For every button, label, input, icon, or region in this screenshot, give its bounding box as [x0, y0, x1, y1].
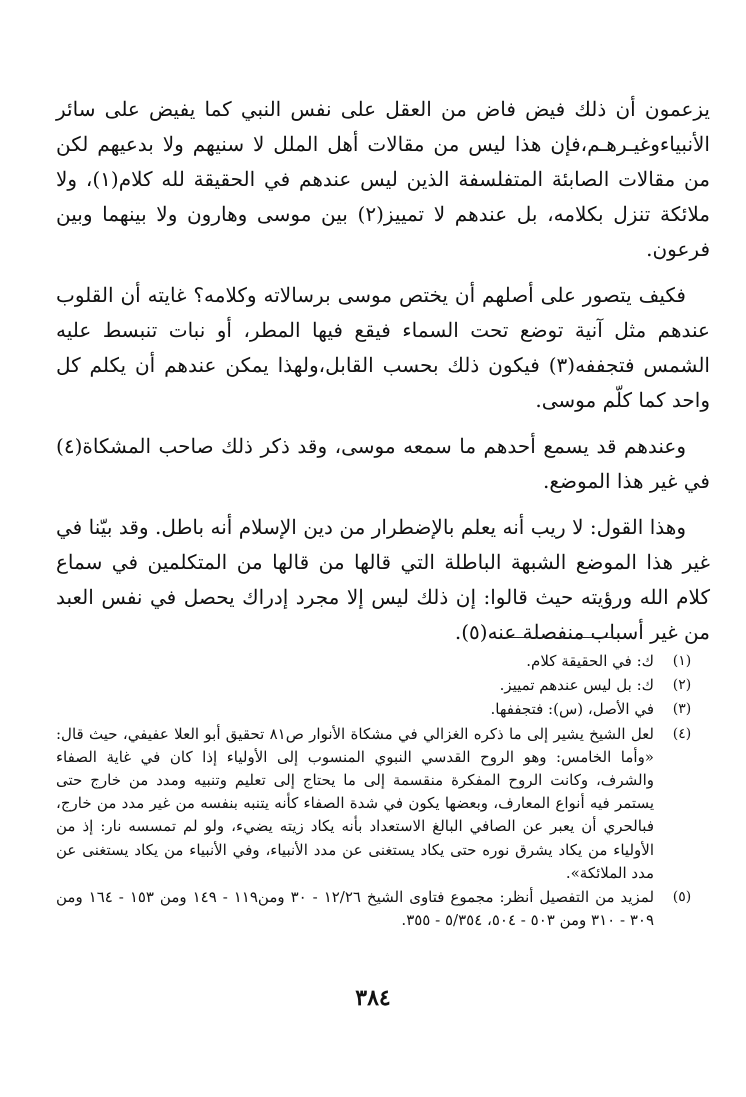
paragraph-4: وهذا القول: لا ريب أنه يعلم بالإضطرار من دين الإسلام أنه باطل. وقد بيّنا في غير هذا الموضع الشبهة الباطلة التي قالها من قالها من المتكلمين في سماع كلام الله ورؤيته حيث قالوا: إن ذلك ليس إلا مجرد إدراك يحصل في نفس العبد من غير أسباب منفصلة عنه(٥). — [56, 515, 710, 644]
footnote-5 — [56, 886, 710, 932]
paragraph-3: وعندهم قد يسمع أحدهم ما سمعه موسى، وقد ذكر ذلك صاحب المشكاة(٤) في غير هذا الموضع. — [56, 434, 710, 493]
footnote-number: (١) — [672, 653, 692, 669]
footnote-text: لعل الشيخ يشير إلى ما ذكره الغزالي في مشكاة الأنوار ص٨١ تحقيق أبو العلا عفيفي، حيث قال: «وأما الخامس: وهو الروح القدسي النبوي المنسوب إلى الأولياء إذا كان في غاية الصفاء والشرف، وكانت الروح المفكرة منقسمة إلى ما يحتاج إلى تعليم وتنبيه ومدد من خارج حتى يستمر فيه أنواع المعارف، وبعضها يكون في شدة الصفاء كأنه يتنبه بنفسه من غير مدد من خارج، فبالحري أن يعبر عن الصافي البالغ الاستعداد بأنه يكاد زيته يضيء، ولو لم تمسسه نار: إذ من الأولياء من يكاد يشرق نوره حتى يكاد يستغنى عن مدد الأنبياء، وفي الأنبياء من يكاد يستغنى عن مدد الملائكة». — [56, 724, 654, 882]
footnote-number: (٢) — [672, 677, 692, 694]
footnote-number: (٥) — [672, 889, 692, 906]
footnote-text: ك: بل ليس عندهم تمييز. — [499, 676, 654, 695]
footnote-text: ك: في الحقيقة كلام. — [526, 652, 654, 670]
footnote-2 — [56, 674, 710, 697]
footnote-4 — [56, 723, 710, 885]
footnote-text: لمزيد من التفصيل أنظر: مجموع فتاوى الشيخ ١٢/٢٦ - ٣٠ ومن١١٩ - ١٤٩ ومن ١٥٣ - ١٦٤ ومن ٣٠٩ - ٣١٠ ومن ٥٠٣ - ٥٠٤، ٥/٣٥٤ - ٣٥٥. — [56, 888, 655, 930]
footnote-number: (٤) — [672, 725, 692, 742]
footnote-number: (٣) — [672, 701, 692, 718]
footnote-separator — [500, 637, 630, 638]
page-number: ٣٨٤ — [355, 985, 391, 1011]
footnotes — [56, 650, 710, 933]
footnote-1 — [56, 650, 710, 673]
main-text — [56, 92, 710, 661]
footnote-3 — [56, 698, 710, 721]
paragraph-1: يزعمون أن ذلك فيض فاض من العقل على نفس النبي كما يفيض على سائر الأنبياءوغيـرهـم،فإن هذا ليس من مقالات أهل الملل لا سنيهم ولا بدعيهم لكن من مقالات الصابئة المتفلسفة الذين ليس عندهم في الحقيقة لله كلام(١)، ولا ملائكة تنزل بكلامه، بل عندهم لا تمييز(٢) بين موسى وهارون ولا بينهما وبين فرعون. — [56, 97, 710, 261]
footnote-text: في الأصل، (س): فتجففها. — [490, 700, 654, 719]
paragraph-2: فكيف يتصور على أصلهم أن يختص موسى برسالاته وكلامه؟ غايته أن القلوب عندهم مثل آنية توضع تحت السماء فيقع فيها المطر، أو نبات تنبسط عليه الشمس فتجففه(٣) فيكون ذلك بحسب القابل،ولهذا يمكن عندهم أن يكلم كل واحد كما كلّم موسى. — [56, 283, 710, 412]
